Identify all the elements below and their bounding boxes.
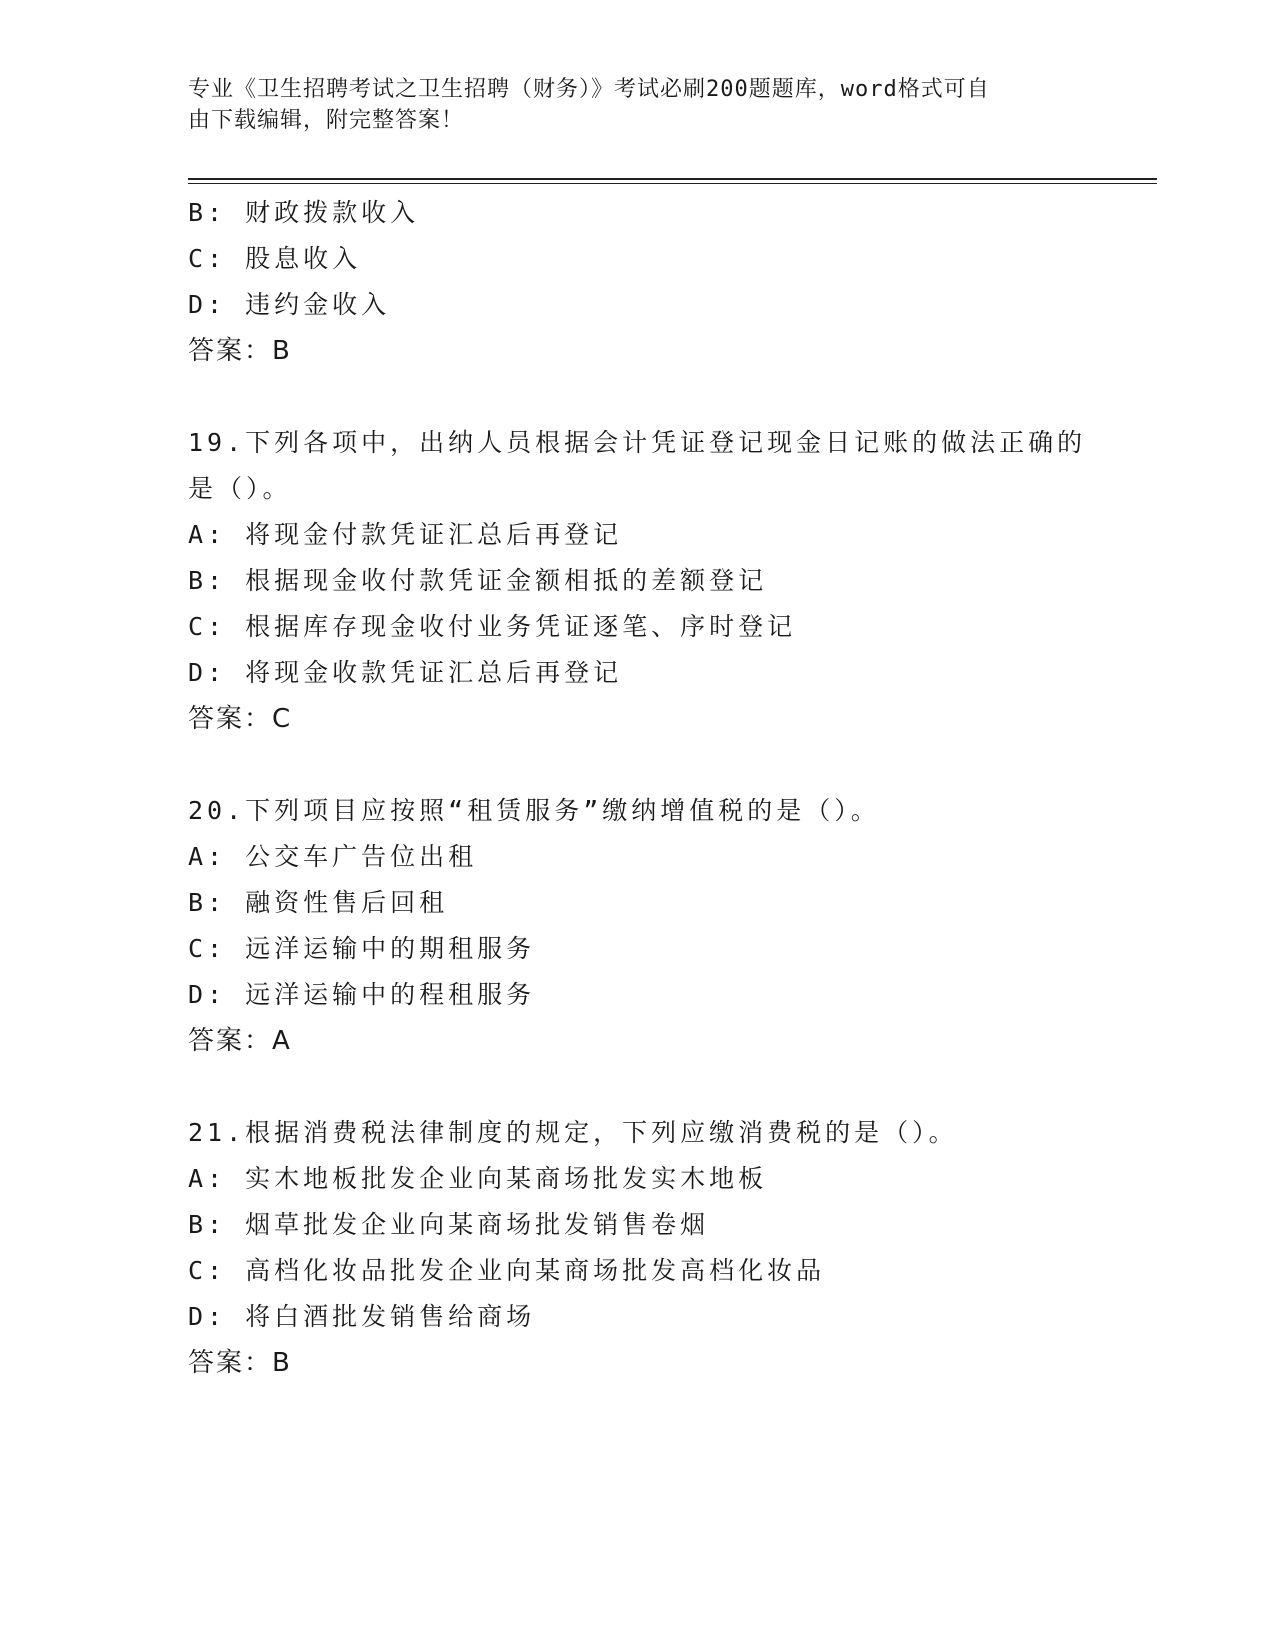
header-divider-thin: [188, 183, 1157, 184]
option-d: D: 远洋运输中的程租服务: [188, 980, 536, 1009]
header-divider-thick: [188, 178, 1157, 180]
question-stem-continued: 是（）。: [188, 474, 292, 503]
answer-line: 答案：A: [188, 1026, 292, 1056]
option-a: A: 将现金付款凭证汇总后再登记: [188, 520, 623, 549]
option-b: B: 烟草批发企业向某商场批发销售卷烟: [188, 1210, 710, 1239]
option-b: B: 融资性售后回租: [188, 888, 449, 917]
question-21: [188, 1110, 1088, 1386]
header-line-1: 专业《卫生招聘考试之卫生招聘（财务）》考试必刷200题题库，word格式可自: [188, 77, 990, 102]
answer-line: 答案：B: [188, 336, 292, 366]
option-b: B: 根据现金收付款凭证金额相抵的差额登记: [188, 566, 768, 595]
option-c: C: 根据库存现金收付业务凭证逐笔、序时登记: [188, 612, 797, 641]
header-line-2: 由下载编辑，附完整答案！: [188, 108, 465, 133]
answer-line: 答案：C: [188, 704, 293, 734]
question-stem: 19.下列各项中，出纳人员根据会计凭证登记现金日记账的做法正确的: [188, 428, 1087, 457]
option-c: C: 远洋运输中的期租服务: [188, 934, 536, 963]
option-d: D: 将现金收款凭证汇总后再登记: [188, 658, 623, 687]
option-a: A: 实木地板批发企业向某商场批发实木地板: [188, 1164, 768, 1193]
question-20: [188, 788, 1088, 1064]
option-a: A: 公交车广告位出租: [188, 842, 478, 871]
option-d: D: 违约金收入: [188, 290, 391, 319]
question-18-continued: [188, 190, 1088, 374]
answer-line: 答案：B: [188, 1348, 292, 1378]
option-d: D: 将白酒批发销售给商场: [188, 1302, 536, 1331]
option-c: C: 股息收入: [188, 244, 362, 273]
question-stem: 21.根据消费税法律制度的规定，下列应缴消费税的是（）。: [188, 1118, 958, 1147]
option-c: C: 高档化妆品批发企业向某商场批发高档化妆品: [188, 1256, 826, 1285]
document-body: [188, 190, 1088, 1386]
question-19: [188, 420, 1088, 742]
document-header: [188, 74, 1088, 136]
question-stem: 20.下列项目应按照“租赁服务”缴纳增值税的是（）。: [188, 796, 880, 825]
option-b: B: 财政拨款收入: [188, 198, 420, 227]
